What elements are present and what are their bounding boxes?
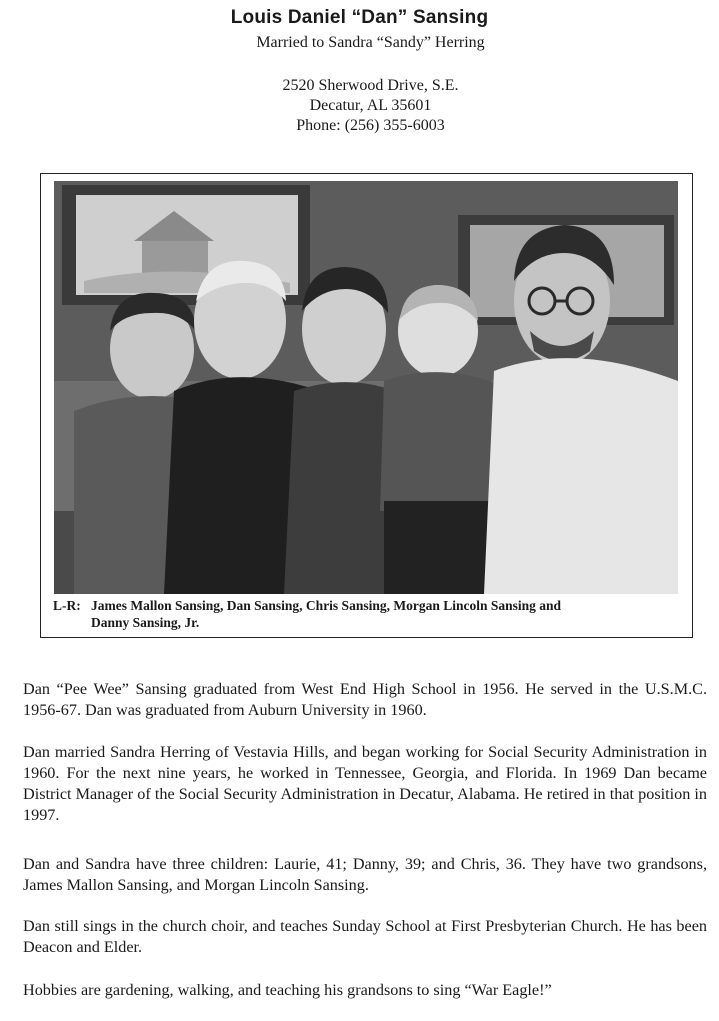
street-address: 2520 Sherwood Drive, S.E.: [282, 77, 459, 94]
family-photo: [54, 181, 678, 594]
paragraph-family: Dan and Sandra have three children: Laurie, 41; Danny, 39; and Chris, 36. They have two grandsons, James Mallon Sansing, and Morgan Lincoln Sansing.: [23, 855, 707, 894]
caption-names-1: James Mallon Sansing, Dan Sansing, Chris Sansing, Morgan Lincoln Sansing and: [91, 598, 562, 613]
paragraph-education: Dan “Pee Wee” Sansing graduated from West End High School in 1956. He served in the U.S.M.C. 1956-67. Dan was graduated from Auburn University in 1960.: [23, 680, 707, 719]
address-block: [0, 76, 719, 136]
caption-names-2: Danny Sansing, Jr.: [91, 615, 200, 630]
caption-prefix: L-R:: [53, 598, 81, 613]
spouse-line: Married to Sandra “Sandy” Herring: [256, 34, 485, 51]
caption-line-1: [53, 597, 683, 614]
phone-number: Phone: (256) 355-6003: [296, 117, 445, 134]
paragraph-church: Dan still sings in the church choir, and teaches Sunday School at First Presbyterian Church. He has been Deacon and Elder.: [23, 917, 707, 956]
paragraph-hobbies: Hobbies are gardening, walking, and teaching his grandsons to sing “War Eagle!”: [23, 981, 552, 999]
city-state-zip: Decatur, AL 35601: [309, 97, 432, 114]
page-title: Louis Daniel “Dan” Sansing: [230, 7, 489, 28]
paragraph-career: Dan married Sandra Herring of Vestavia Hills, and began working for Social Security Administration in 1960. For the next nine years, he worked in Tennessee, Georgia, and Florida. In 1969 Dan became District Manager of the Social Security Administration in Decatur, Alabama. He retired in that position in 1997.: [23, 743, 707, 824]
photo-caption: [53, 597, 683, 631]
